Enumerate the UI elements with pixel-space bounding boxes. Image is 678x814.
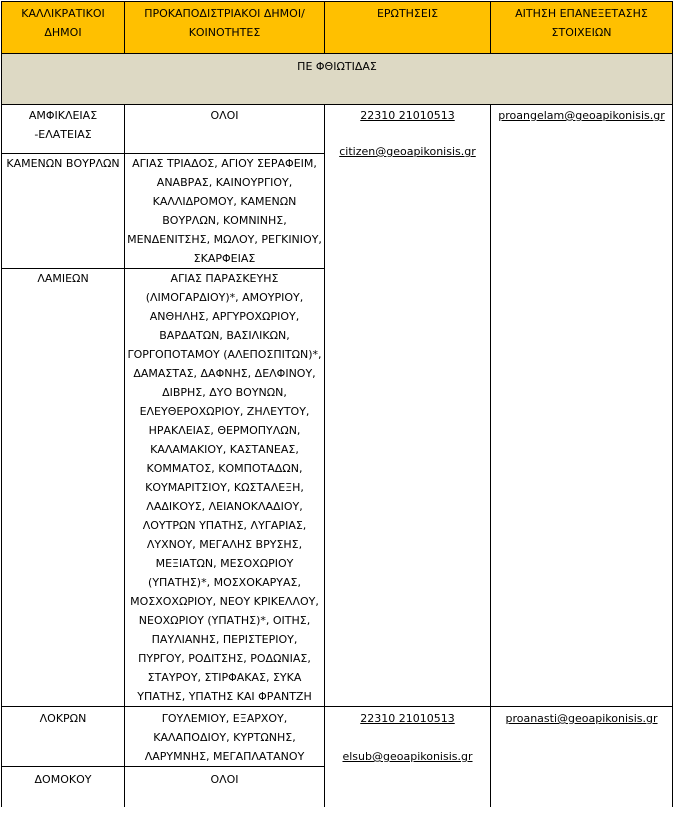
table-row [2, 105, 673, 154]
review-email-link[interactable]: proanasti@geoapikonisis.gr [505, 712, 658, 725]
municipality-cell: ΛΑΜΙΕΩΝ [2, 269, 125, 707]
header-row [2, 2, 673, 54]
municipality-cell: ΑΜΦΙΚΛΕΙΑΣ -ΕΛΑΤΕΙΑΣ [2, 105, 125, 154]
communities-cell: ΓΟΥΛΕΜΙΟΥ, ΕΞΑΡΧΟΥ, ΚΑΛΑΠΟΔΙΟΥ, ΚΥΡΤΩΝΗΣ, ΛΑΡΥΜΝΗΣ, ΜΕΓΑΠΛΑΤΑΝΟΥ [125, 707, 325, 767]
review-email-link[interactable]: proangelam@geoapikonisis.gr [498, 109, 665, 122]
contact-cell-1 [325, 105, 491, 707]
section-row [2, 54, 673, 105]
table-row [2, 707, 673, 767]
communities-cell: ΑΓΙΑΣ ΠΑΡΑΣΚΕΥΗΣ (ΛΙΜΟΓΑΡΔΙΟΥ)*, ΑΜΟΥΡΙΟΥ, ΑΝΘΗΛΗΣ, ΑΡΓΥΡΟΧΩΡΙΟΥ, ΒΑΡΔΑΤΩΝ, ΒΑΣΙΛΙΚΩΝ, ΓΟΡΓΟΠΟΤΑΜΟΥ (ΑΛΕΠΟΣΠΙΤΩΝ)*, ΔΑΜΑΣΤΑΣ, ΔΑΦΝΗΣ, ΔΕΛΦΙΝΟΥ, ΔΙΒΡΗΣ, ΔΥΟ ΒΟΥΝΩΝ, ΕΛΕΥΘΕΡΟΧΩΡΙΟΥ, ΖΗΛΕΥΤΟΥ, ΗΡΑΚΛΕΙΑΣ, ΘΕΡΜΟΠΥΛΩΝ, ΚΑΛΑΜΑΚΙΟΥ, ΚΑΣΤΑΝΕΑΣ, ΚΟΜΜΑΤΟΣ, ΚΟΜΠΟΤΑΔΩΝ, ΚΟΥΜΑΡΙΤΣΙΟΥ, ΚΩΣΤΑΛΕΞΗ, ΛΑΔΙΚΟΥΣ, ΛΕΙΑΝΟΚΛΑΔΙΟΥ, ΛΟΥΤΡΩΝ ΥΠΑΤΗΣ, ΛΥΓΑΡΙΑΣ, ΛΥΧΝΟΥ, ΜΕΓΑΛΗΣ ΒΡΥΣΗΣ, ΜΕΞΙΑΤΩΝ, ΜΕΣΟΧΩΡΙΟΥ (ΥΠΑΤΗΣ)*, ΜΟΣΧΟΚΑΡΥΑΣ, ΜΟΣΧΟΧΩΡΙΟΥ, ΝΕΟΥ ΚΡΙΚΕΛΛΟΥ, ΝΕΟΧΩΡΙΟΥ (ΥΠΑΤΗΣ)*, ΟΙΤΗΣ, ΠΑΥΛΙΑΝΗΣ, ΠΕΡΙΣΤΕΡΙΟΥ, ΠΥΡΓΟΥ, ΡΟΔΙΤΣΗΣ, ΡΟΔΩΝΙΑΣ, ΣΤΑΥΡΟΥ, ΣΤΙΡΦΑΚΑΣ, ΣΥΚΑ ΥΠΑΤΗΣ, ΥΠΑΤΗΣ ΚΑΙ ΦΡΑΝΤΖΗ [125, 269, 325, 707]
header-erotiseis: ΕΡΩΤΗΣΕΙΣ [325, 2, 491, 54]
email-link[interactable]: citizen@geoapikonisis.gr [339, 145, 476, 158]
header-prokapodistriakoi: ΠΡΟΚΑΠΟΔΙΣΤΡΙΑΚΟΙ ΔΗΜΟΙ/ ΚΟΙΝΟΤΗΤΕΣ [125, 2, 325, 54]
municipality-cell: ΔΟΜΟΚΟΥ [2, 767, 125, 807]
phone-link[interactable]: 22310 21010513 [360, 109, 455, 122]
review-cell-2 [491, 707, 673, 807]
header-kallikratikoi: ΚΑΛΛΙΚΡΑΤΙΚΟΙ ΔΗΜΟΙ [2, 2, 125, 54]
communities-cell: ΟΛΟΙ [125, 767, 325, 807]
section-title: ΠΕ ΦΘΙΩΤΙΔΑΣ [2, 54, 673, 105]
communities-cell: ΟΛΟΙ [125, 105, 325, 154]
municipalities-table [1, 1, 673, 807]
contact-cell-2 [325, 707, 491, 807]
municipality-cell: ΛΟΚΡΩΝ [2, 707, 125, 767]
phone-link[interactable]: 22310 21010513 [360, 712, 455, 725]
email-link[interactable]: elsub@geoapikonisis.gr [342, 750, 473, 763]
communities-cell: ΑΓΙΑΣ ΤΡΙΑΔΟΣ, ΑΓΙΟΥ ΣΕΡΑΦΕΙΜ, ΑΝΑΒΡΑΣ, ΚΑΙΝΟΥΡΓΙΟΥ, ΚΑΛΛΙΔΡΟΜΟΥ, ΚΑΜΕΝΩΝ ΒΟΥΡΛΩΝ, ΚΟΜΝΙΝΗΣ, ΜΕΝΔΕΝΙΤΣΗΣ, ΜΩΛΟΥ, ΡΕΓΚΙΝΙΟΥ, ΣΚΑΡΦΕΙΑΣ [125, 154, 325, 269]
municipality-cell: ΚΑΜΕΝΩΝ ΒΟΥΡΛΩΝ [2, 154, 125, 269]
review-cell-1 [491, 105, 673, 707]
header-aitisi: ΑΙΤΗΣΗ ΕΠΑΝΕΞΕΤΑΣΗΣ ΣΤΟΙΧΕΙΩΝ [491, 2, 673, 54]
